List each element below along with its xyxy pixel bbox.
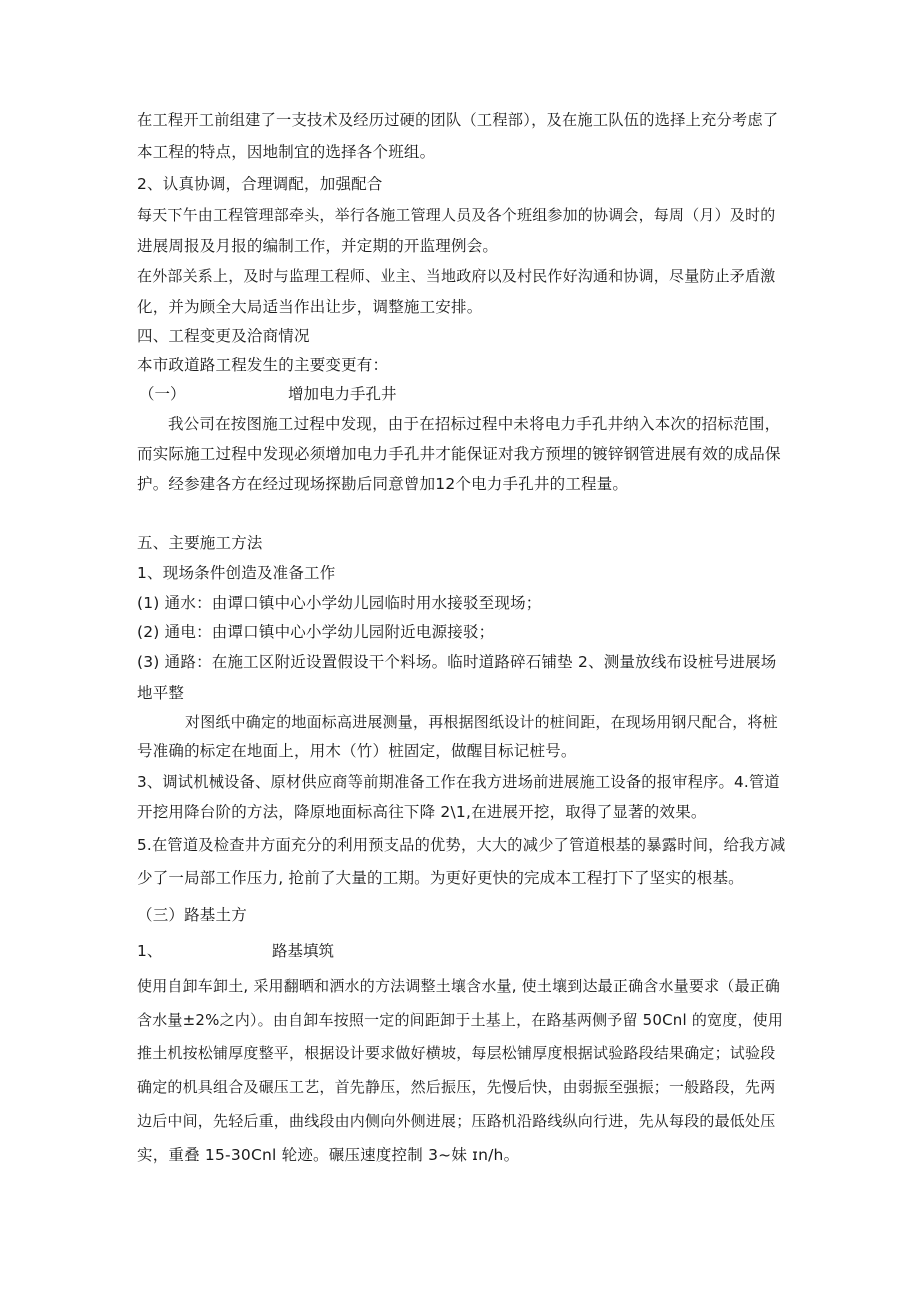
section-heading: 1、现场条件创造及准备工作 [137,564,336,582]
list-item: (3) 通路：在施工区附近设置假设干个料场。临时道路碎石铺垫 2、测量放线布设桩号进展场 [137,653,777,671]
paragraph-line: 少了一局部工作压力, 抢前了大量的工期。为更好更快的完成本工程打下了坚实的根基。 [137,869,744,887]
list-item: (1) 通水：由谭口镇中心小学幼儿园临时用水接驳至现场； [137,594,542,612]
subheading-title: 增加电力手孔井 [288,385,397,403]
paragraph-line: 每天下午由工程管理部牵头，举行各施工管理人员及各个班组参加的协调会，每周（月）及时的 [137,206,776,224]
paragraph-line: 我公司在按图施工过程中发现，由于在招标过程中未将电力手孔井纳入本次的招标范围， [168,415,781,433]
subheading-number: （一） [139,385,186,403]
section-heading: 2、认真协调，合理调配，加强配合 [137,175,383,193]
paragraph-line: 而实际施工过程中发现必须增加电力手孔井才能保证对我方预埋的镀锌钢管进展有效的成品保 [137,445,781,463]
paragraph-line: 本市政道路工程发生的主要变更有： [137,356,389,374]
paragraph-line: 含水量±2%之内）。由自卸车按照一定的间距卸于土基上，在路基两侧予留 50Cnl 的宽度，使用 [137,1011,784,1029]
paragraph-line: 号准确的标定在地面上，用木（竹）桩固定，做醒目标记桩号。 [137,742,577,760]
paragraph-line: 进展周报及月报的编制工作，并定期的开监理例会。 [137,237,499,255]
subheading-title: 路基填筑 [272,942,335,960]
paragraph-line: 使用自卸车卸土, 采用翻晒和洒水的方法调整土壤含水量, 使土壤到达最正确含水量要求（最正确 [137,977,781,995]
paragraph-line: 5.在管道及检查井方面充分的利用预支品的优势，大大的减少了管道根基的暴露时间，给我方减 [137,836,786,854]
paragraph-line: 在外部关系上，及时与监理工程师、业主、当地政府以及村民作好沟通和协调，尽量防止矛盾激 [137,267,776,285]
paragraph-line: 实，重叠 15-30Cnl 轮迹。碾压速度控制 3~妹 ɪn/h。 [137,1146,520,1164]
paragraph-line: 化，并为顾全大局适当作出让步，调整施工安排。 [137,298,483,316]
subheading-number: 1、 [137,942,163,960]
section-heading: 四、工程变更及洽商情况 [137,327,310,345]
paragraph-line: 地平整 [137,684,185,702]
paragraph-line: 对图纸中确定的地面标高进展测量，再根据图纸设计的桩间距，在现场用钢尺配合，将桩 [185,713,778,731]
paragraph-line: 开挖用降台阶的方法，降原地面标高往下降 2\1,在进展开挖，取得了显著的效果。 [137,803,707,821]
paragraph-line: 在工程开工前组建了一支技术及经历过硬的团队（工程部），及在施工队伍的选择上充分考虑了 [137,111,779,129]
paragraph-line: 确定的机具组合及碾压工艺，首先静压，然后振压，先慢后快，由弱振至强振；一般路段，先两 [137,1078,776,1096]
section-heading: 五、主要施工方法 [137,534,263,552]
section-heading: （三）路基土方 [137,906,247,924]
paragraph-line: 边后中间，先轻后重，曲线段由内侧向外侧进展；压路机沿路线纵向行进，先从每段的最低处压 [137,1112,776,1130]
list-item: (2) 通电：由谭口镇中心小学幼儿园附近电源接驳； [137,623,495,641]
paragraph-line: 3、调试机械设备、原材供应商等前期准备工作在我方进场前进展施工设备的报审程序。4.管道 [137,773,780,791]
paragraph-line: 推土机按松铺厚度整平，根据设计要求做好横坡，每层松铺厚度根据试验路段结果确定；试验段 [137,1044,776,1062]
paragraph-line: 本工程的特点，因地制宜的选择各个班组。 [137,143,436,161]
paragraph-line: 护。经参建各方在经过现场探勘后同意曾加12个电力手孔井的工程量。 [137,475,629,493]
